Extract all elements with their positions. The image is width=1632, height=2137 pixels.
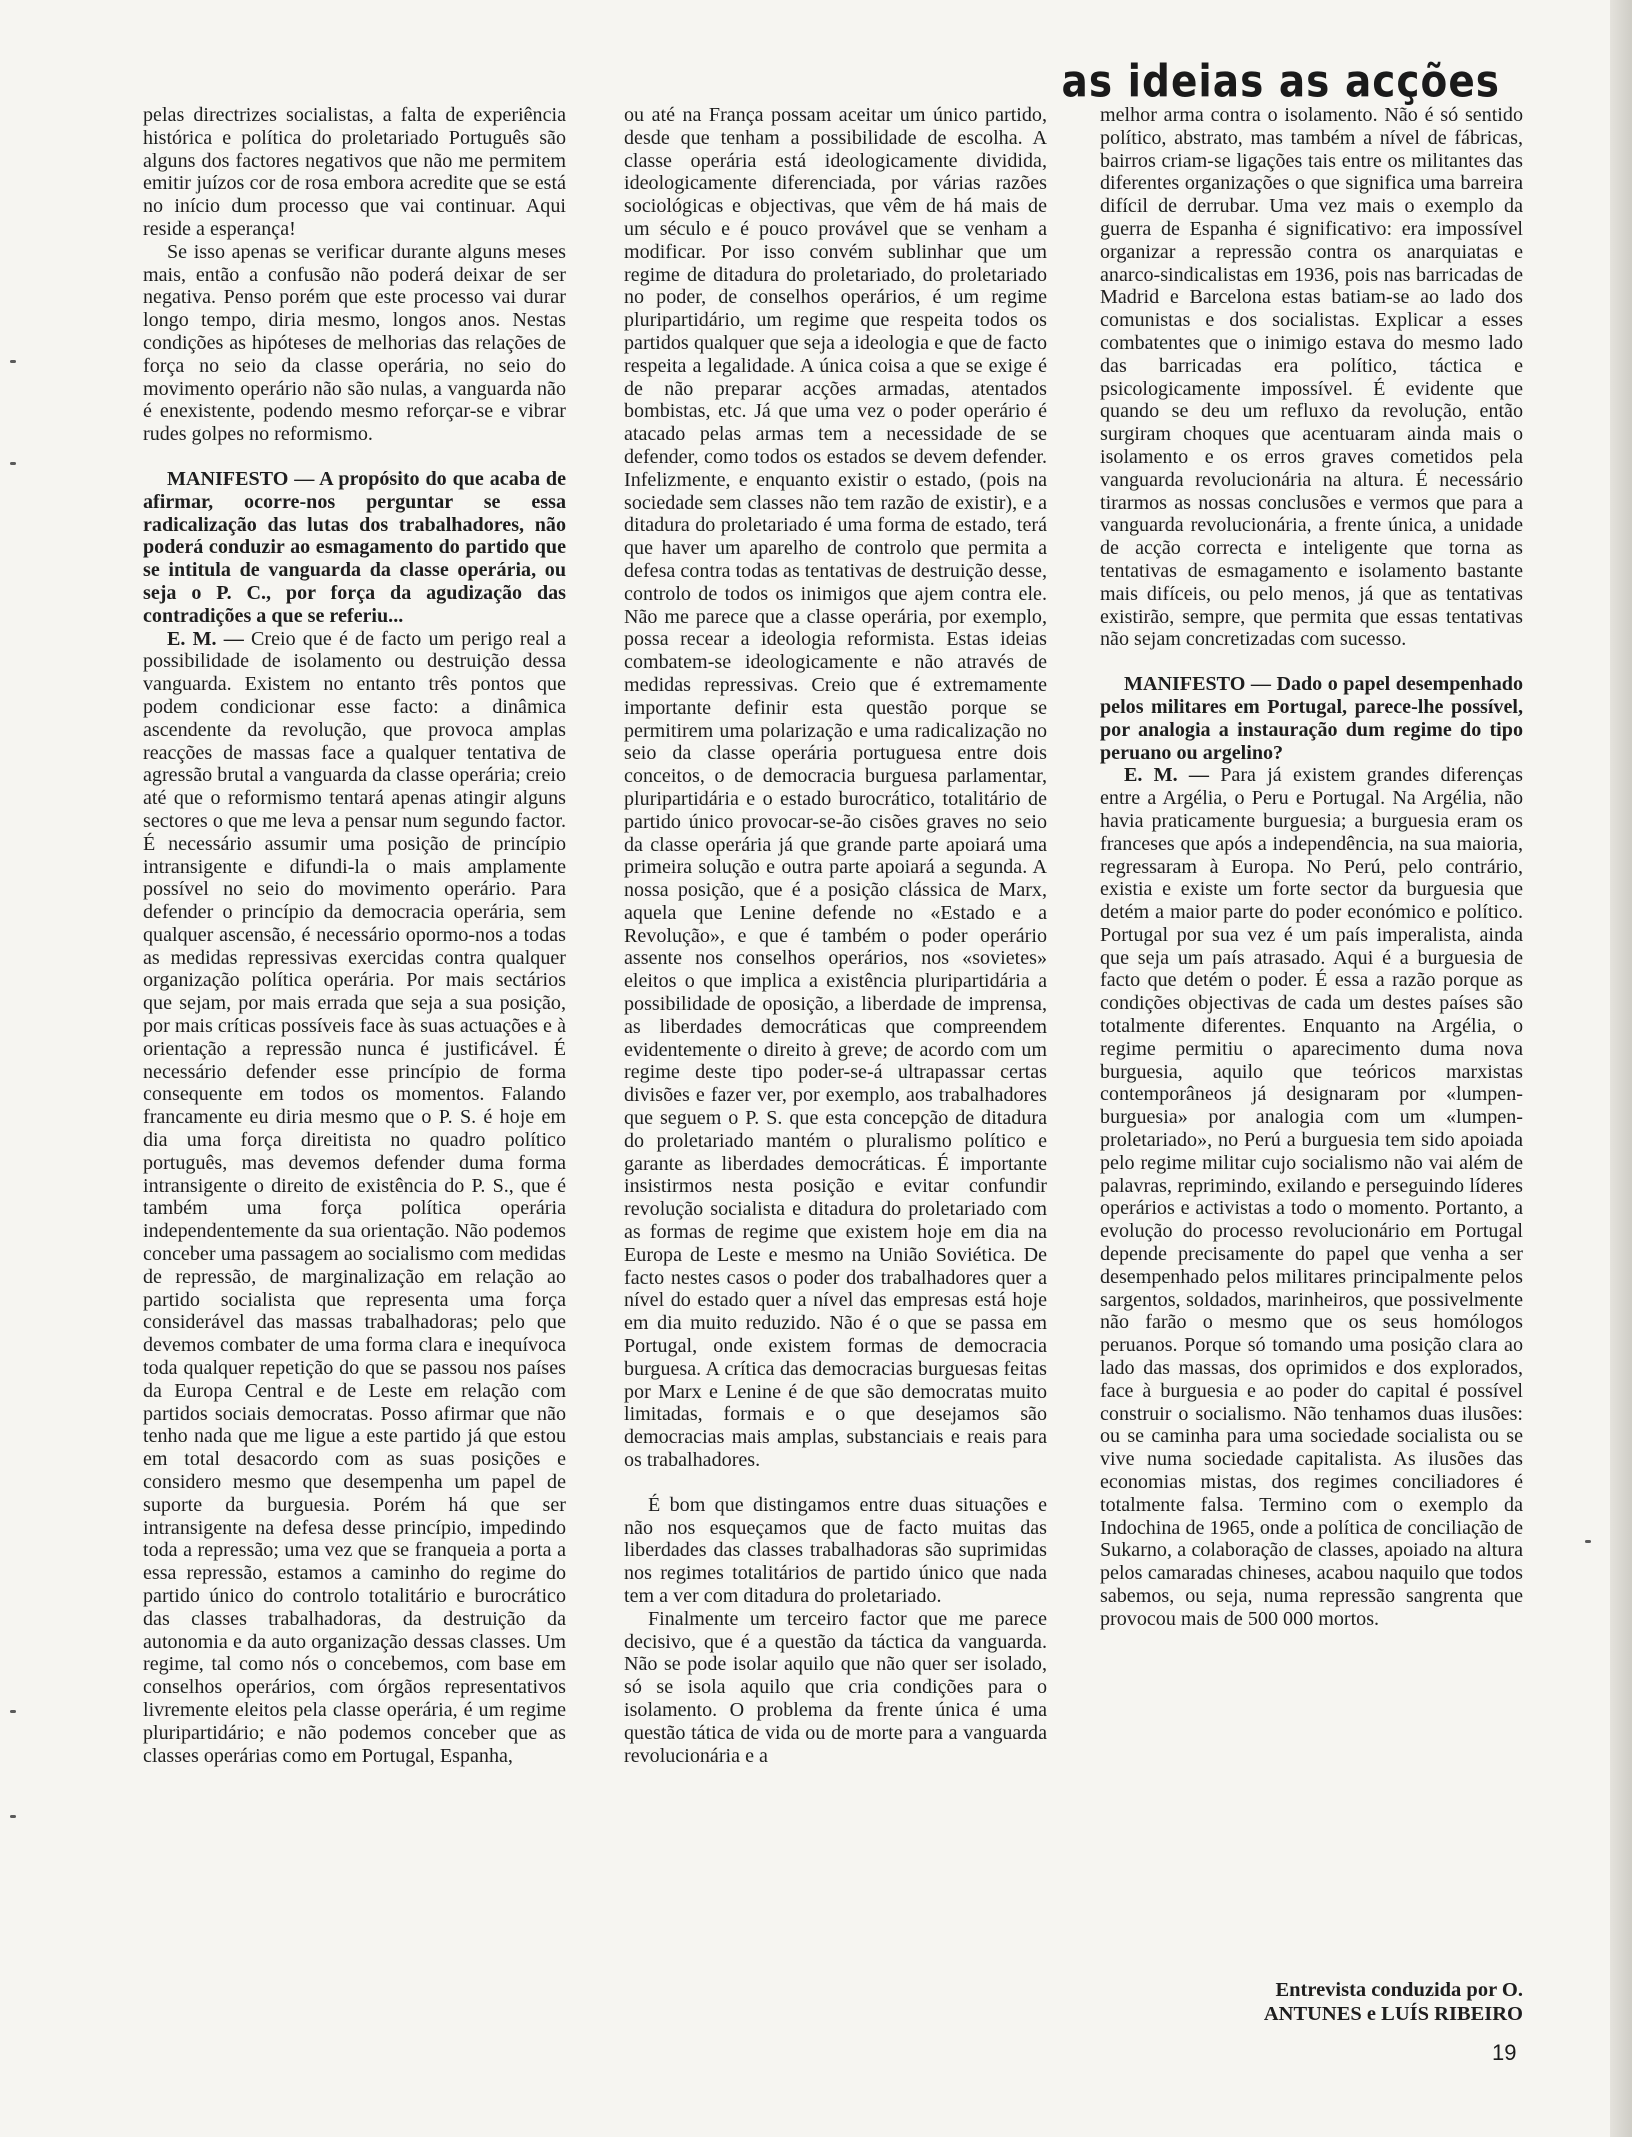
interview-credit [1120, 1978, 1523, 2026]
paragraph: pelas directrizes socialistas, a falta de experiência histórica e política do proletariado Português são alguns dos factores negativos que não me permitem emitir juízos cor de rosa embora acredite que se está no início dum processo que vai continuar. Aqui reside a esperança! [143, 104, 566, 240]
paragraph: É bom que distingamos entre duas situações e não nos esqueçamos que de facto muitas das liberdades das classes trabalhadoras são suprimidas nos regimes totalitários de partido único que nada tem a ver com ditadura do proletariado. [624, 1493, 1047, 1607]
answer-label: E. M. — [167, 627, 244, 650]
paragraph: Se isso apenas se verificar durante alguns meses mais, então a confusão não poderá deixar de ser negativa. Penso porém que este processo vai durar longo tempo, diria mesmo, longos anos. Nestas condições as hipóteses de melhorias das relações de força no seio da classe operária, no seio do movimento operário não são nulas, a vanguarda não é enexistente, podendo mesmo reforçar-se e vibrar rudes golpes no reformismo. [143, 240, 566, 446]
answer-label: E. M. — [1124, 764, 1210, 787]
binding-mark [10, 462, 16, 465]
text-column-right [1100, 104, 1523, 1984]
credit-line-1: Entrevista conduzida por O. [1275, 1979, 1523, 2001]
interview-question [1100, 673, 1523, 764]
question-label: MANIFESTO — [167, 467, 315, 490]
page-number: 19 [1492, 2040, 1517, 2065]
binding-mark [1585, 1540, 1591, 1543]
question-label: MANIFESTO — [1124, 673, 1271, 696]
credit-line-2: ANTUNES e LUÍS RIBEIRO [1263, 2003, 1523, 2025]
page-edge [1610, 0, 1632, 2137]
section-title: as ideias as acções [1061, 56, 1500, 108]
paragraph: ou até na França possam aceitar um único partido, desde que tenham a possibilidade de escolha. A classe operária está ideologicamente dividida, ideologicamente diferenciada, por várias razões sociológicas e objectivas, que vêm de há mais de um século e é pouco provável que se venham a modificar. Por isso convém sublinhar que um regime de ditadura do proletariado, do proletariado no poder, de conselhos operários, é um regime pluripartidário, um regime que respeita todos os partidos qualquer que seja a ideologia e que de facto respeita a legalidade. A única coisa a que se exige é de não preparar acções armadas, atentados bombistas, etc. Já que uma vez o poder operário é atacado pelas armas tem a necessidade de se defender, como todos os estados se devem defender. Infelizmente, e enquanto existir o estado, (pois na sociedade sem classes não tem razão de existir), e a ditadura do proletariado é uma forma de estado, terá que haver um aparelho de controlo que permita a defesa contra todas as tentativas de destruição desse, controlo de todos os inimigos que ajem contra ele. Não me parece que a classe operária, por exemplo, possa recear a ideologia reformista. Estas ideias combatem-se ideologicamente e não através de medidas repressivas. Creio que é extremamente importante definir esta questão porque se permitirem uma polarização e uma radicalização no seio da classe operária portuguesa entre dois conceitos, o de democracia burguesa parlamentar, pluripartidária e o estado burocrático, totalitário de partido único provocar-se-ão cisões graves no seio da classe operária já que grande parte apoiará uma primeira solução e outra parte apoiará a segunda. A nossa posição, que é a posição clássica de Marx, aquela que Lenine defende no «Estado e a Revolução», e que é também o poder operário assente nos conselhos operários, nos «sovietes» eleitos o que implica a existência pluripartidária a possibilidade de oposição, a liberdade de imprensa, as liberdades democráticas que compreendem evidentemente o direito à greve; de acordo com um regime deste tipo poder-se-á ultrapassar certas divisões e fazer ver, por exemplo, aos trabalhadores que seguem o P. S. que esta concepção de ditadura do proletariado mantém o pluralismo político e garante as liberdades democráticas. É importante insistirmos nesta posição e evitar confundir revolução socialista e ditadura do proletariado com as formas de regime que existem hoje em dia na Europa de Leste e mesmo na União Soviética. De facto nestes casos o poder dos trabalhadores quer a nível do estado quer a nível das empresas está hoje em dia muito reduzido. Não é o que se passa em Portugal, onde existem formas de democracia burguesa. A crítica das democracias burguesas feitas por Marx e Lenine é de que são democratas muito limitadas, formais e o que desejamos são democracias mais amplas, substanciais e reais para os trabalhadores. [624, 104, 1047, 1472]
paragraph: Finalmente um terceiro factor que me parece decisivo, que é a questão da táctica da vanguarda. Não se pode isolar aquilo que não quer ser isolado, só se isola aquilo que cria condições para o isolamento. O problema da frente única é uma questão tática de vida ou de morte para a vanguarda revolucionária e a [624, 1607, 1047, 1767]
paragraph: melhor arma contra o isolamento. Não é só sentido político, abstrato, mas também a nível de fábricas, bairros criam-se ligações tais entre os militantes das diferentes organizações o que significa uma barreira difícil de derrubar. Uma vez mais o exemplo da guerra de Espanha é significativo: era impossível organizar a repressão contra os anarquiatas e anarco-sindicalistas em 1936, pois nas barricadas de Madrid e Barcelona estas batiam-se ao lado dos comunistas e dos socialistas. Explicar a esses combatentes que o inimigo estava do mesmo lado das barricadas era político, táctica e psicologicamente impossível. É evidente que quando se deu um refluxo da revolução, então surgiram choques que acentuaram ainda mais o isolamento e os erros graves cometidos pela vanguarda revolucionária na altura. É necessário tirarmos as nossas conclusões e vermos que para a vanguarda revolucionária, a frente única, a unidade de acção correcta e inteligente que torna as tentativas de esmagamento e isolamento bastante mais difíceis, ou pelo menos, já que as tentativas existirão, sempre, que permita que essas tentativas não sejam concretizadas com sucesso. [1100, 104, 1523, 651]
question-text: A propósito do que acaba de afirmar, ocorre-nos perguntar se essa radicalização das lutas dos trabalhadores, não poderá conduzir ao esmagamento do partido que se intitula de vanguarda da classe operária, ou seja o P. C., por força da agudização das contradições a que se referiu... [143, 467, 566, 627]
answer-text: Creio que é de facto um perigo real a possibilidade de isolamento ou destruição dessa vanguarda. Existem no entanto três pontos que podem condicionar esse facto: a dinâmica ascendente da revolução, que provoca amplas reacções de massas face a qualquer tentativa de agressão brutal a vanguarda da classe operária; creio até que o reformismo tentará apenas atingir alguns sectores o que me leva a pensar num segundo factor. É necessário assumir uma posição de princípio intransigente e difundi-la o mais amplamente possível no seio do movimento operário. Para defender o princípio da democracia operária, sem qualquer ascensão, é necessário opormo-nos a todas as medidas repressivas exercidas contra qualquer organização política operária. Por mais sectários que sejam, por mais errada que seja a sua posição, por mais críticas possíveis face às suas actuações e à orientação a repressão nunca é justificável. É necessário defender esse princípio de forma consequente em todos os momentos. Falando francamente eu diria mesmo que o P. S. é hoje em dia uma força direitista no quadro político português, mas devemos defender duma forma intransigente o direito de existência do P. S., que é também uma força política operária independentemente da sua orientação. Não podemos conceber uma passagem ao socialismo com medidas de repressão, de marginalização em relação ao partido socialista que representa uma força considerável das massas trabalhadoras; pelo que devemos combater de uma forma clara e inequívoca toda qualquer repetição do que se passou nos países da Europa Central e de Leste em relação com partidos sociais democratas. Posso afirmar que não tenho nada que me ligue a este partido já que estou em total desacordo com as suas posições e considero mesmo que desempenha um papel de suporte da burguesia. Porém há que ser intransigente na defesa desse princípio, impedindo toda a repressão; uma vez que se franqueia a porta a essa repressão, estamos a caminho do regime do partido único do controlo totalitário e burocrático das classes trabalhadoras, da destruição da autonomia e da auto organização dessas classes. Um regime, tal como nós o concebemos, com base em conselhos operários, com órgãos representativos livremente eleitos pela classe operária, é um regime pluripartidário; e não podemos conceber que as classes operárias como em Portugal, Espanha, [143, 627, 566, 1767]
binding-mark [10, 1710, 16, 1713]
interview-answer [1100, 764, 1523, 1630]
question-text: Dado o papel desempenhado pelos militares em Portugal, parece-lhe possível, por analogia a instauração dum regime do tipo peruano ou argelino? [1100, 673, 1523, 764]
text-column-middle [624, 104, 1047, 2024]
answer-text: Para já existem grandes diferenças entre a Argélia, o Peru e Portugal. Na Argélia, não havia praticamente burguesia; a burguesia eram os franceses que após a independência, na sua maioria, regressaram à Europa. No Perú, pelo contrário, existia e existe um forte sector da burguesia que detém a maior parte do poder económico e político. Portugal por sua vez é um país imperalista, ainda que seja um país atrasado. Aqui é a burguesia de facto que detém o poder. É essa a razão porque as condições objectivas de cada um destes países são totalmente diferentes. Enquanto na Argélia, o regime permitiu o aparecimento duma nova burguesia, aquilo que teóricos marxistas contemporâneos já designaram por «lumpen-burguesia» por analogia com um «lumpen-proletariado», no Perú a burguesia tem sido apoiada pelo regime militar cujo socialismo não vai além de palavras, reprimindo, exilando e perseguindo líderes operários e activistas a todo o momento. Portanto, a evolução do processo revolucionário em Portugal depende precisamente do papel que venha a ser desempenhado pelos militares principalmente pelos sargentos, soldados, marinheiros, que possivelmente não farão o mesmo que os seus homólogos peruanos. Porque só tomando uma posição clara ao lado das massas, dos oprimidos e dos explorados, face à burguesia e ao poder do capital é possível construir o socialismo. Não tenhamos duas ilusões: ou se caminha para uma sociedade socialista ou se vive numa sociedade capitalista. As ilusões das economias mistas, dos regimes conciliadores é totalmente falsa. Termino com o exemplo da Indochina de 1965, onde a política de conciliação de Sukarno, a colaboração de classes, apoiado na altura pelos camaradas chineses, acabou naquilo que todos sabemos, ou seja, numa repressão sangrenta que provocou mais de 500 000 mortos. [1100, 764, 1523, 1630]
text-column-left [143, 104, 566, 2024]
interview-answer [143, 628, 566, 1768]
binding-mark [10, 1815, 16, 1818]
binding-mark [10, 360, 16, 363]
interview-question [143, 468, 566, 628]
